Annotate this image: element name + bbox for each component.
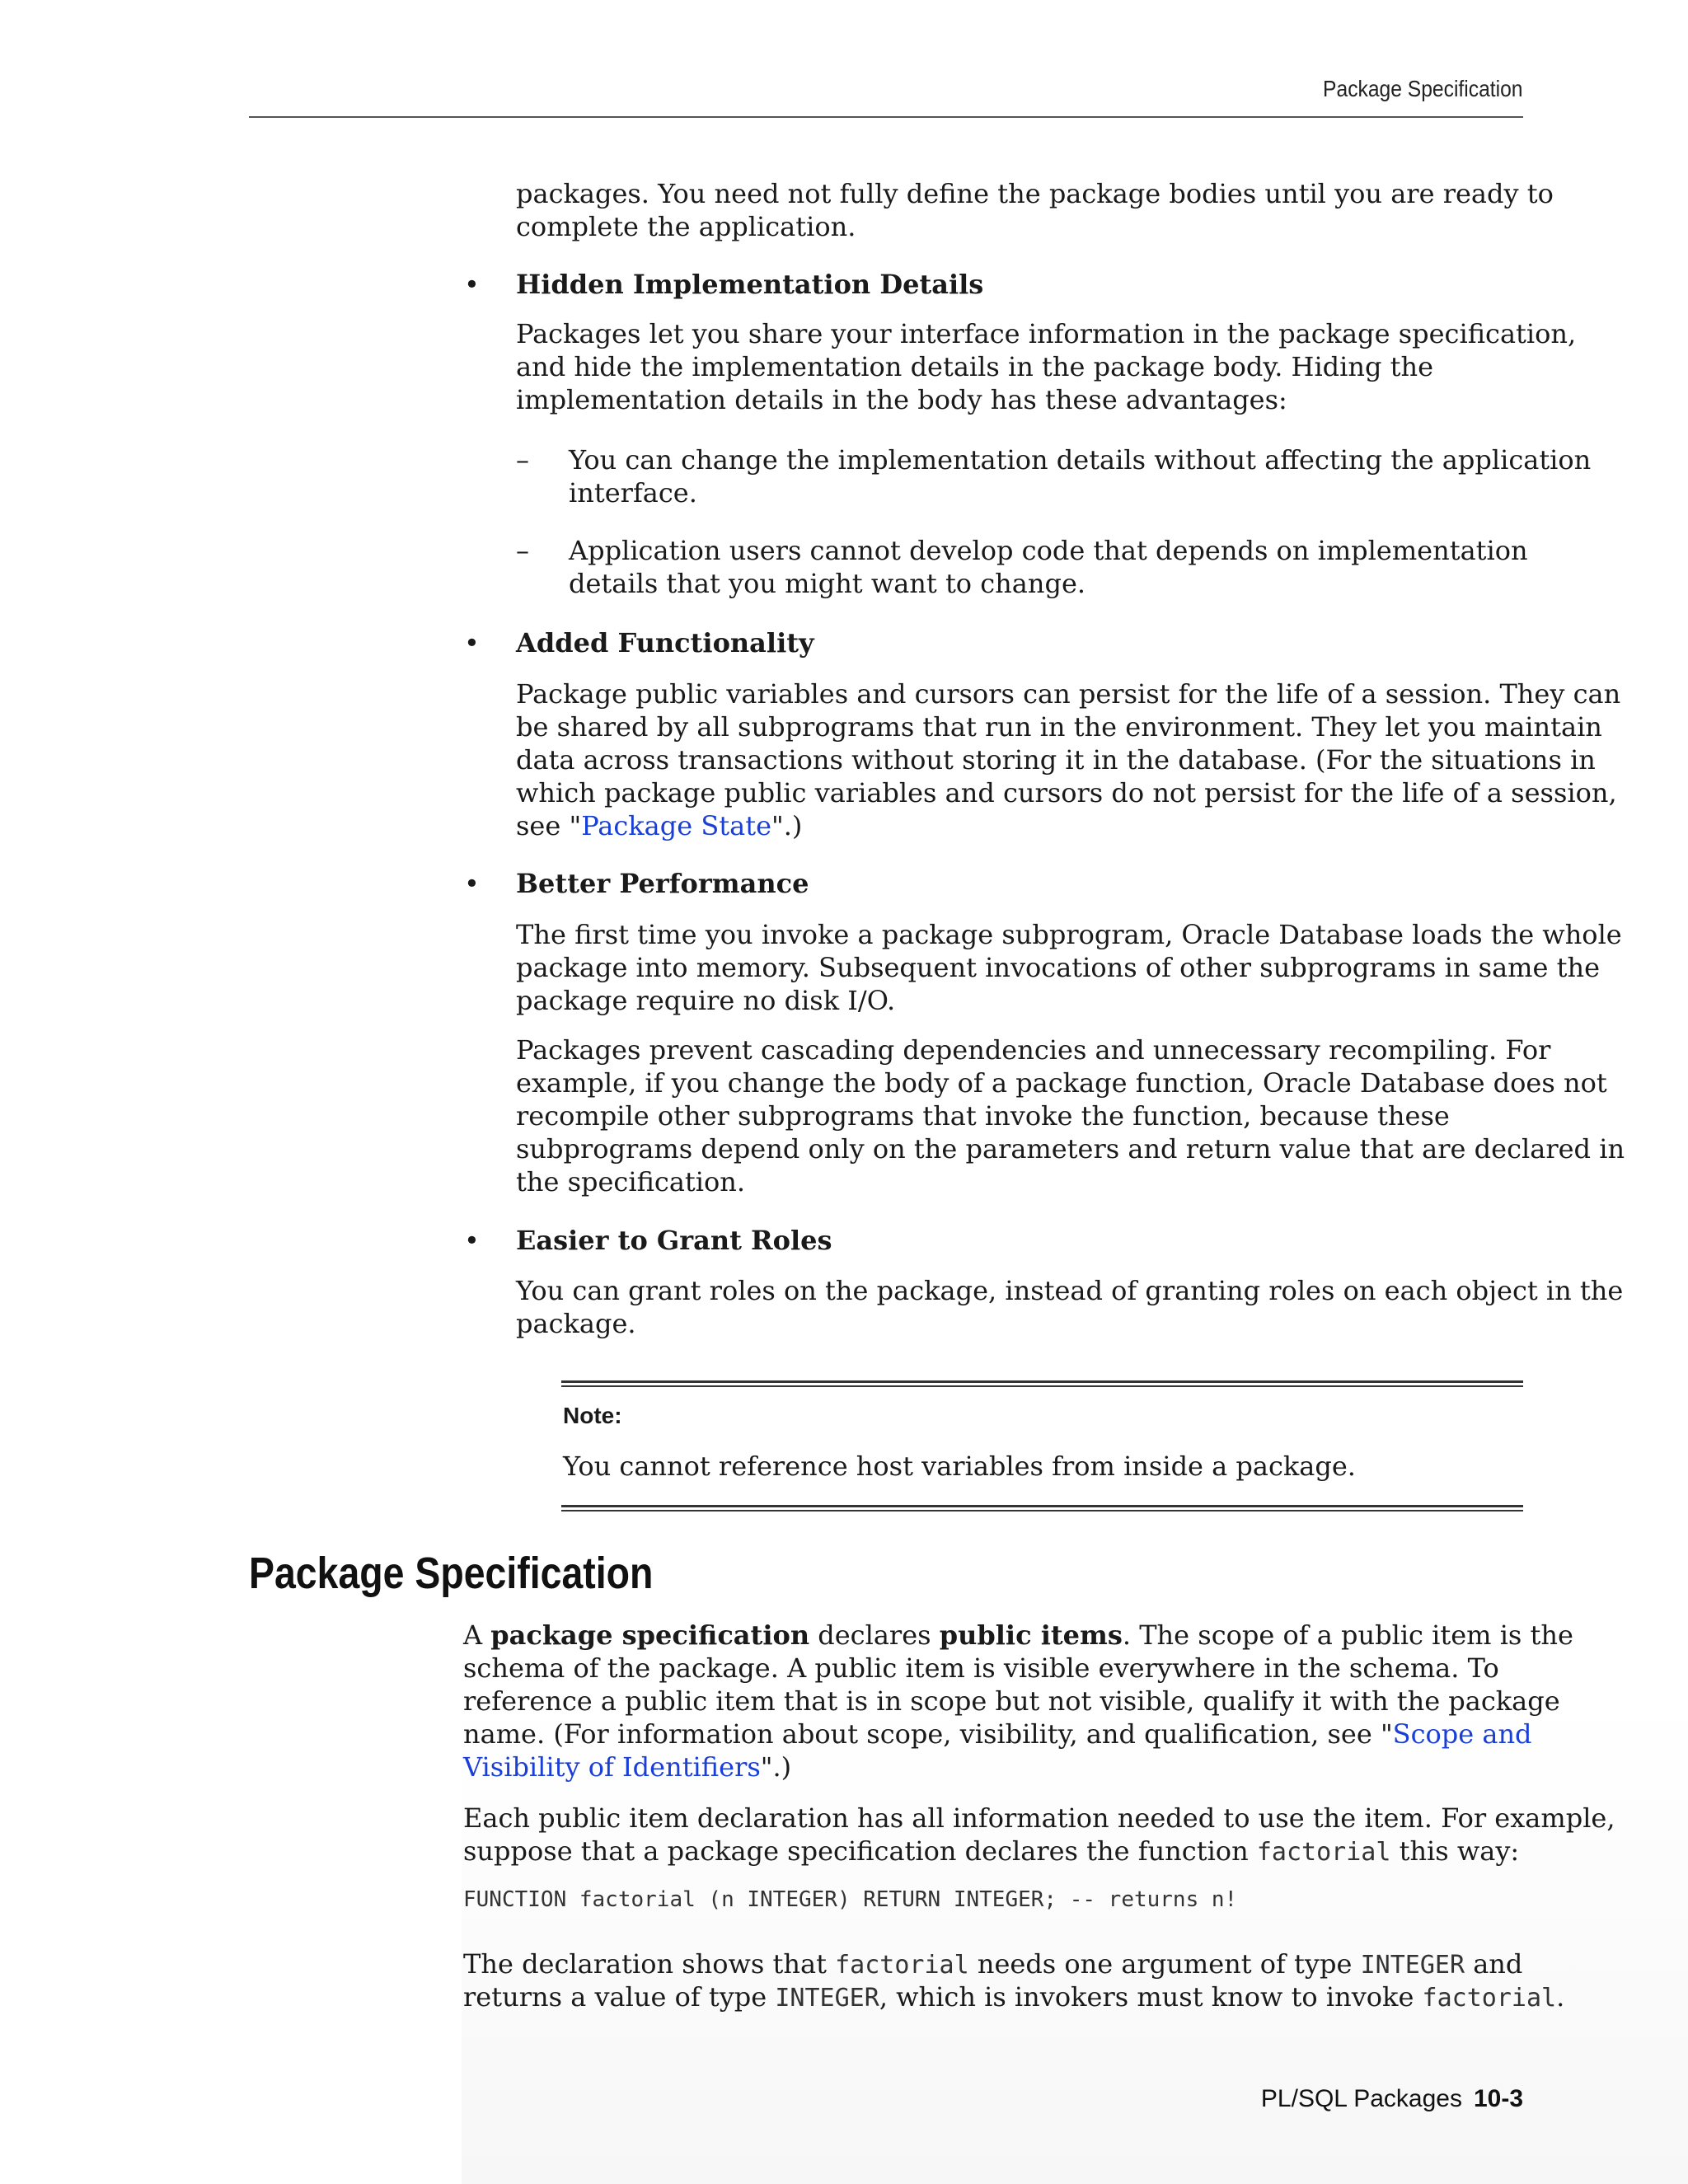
link-scope-visibility[interactable]: Scope and bbox=[1392, 1718, 1532, 1750]
paragraph-line: reference a public item that is in scope but not visible, qualify it with the package bbox=[463, 1685, 1560, 1717]
note-top-rule-inner bbox=[561, 1385, 1523, 1387]
note-top-rule bbox=[561, 1380, 1523, 1383]
paragraph-line: package require no disk I/O. bbox=[516, 985, 896, 1016]
paragraph-line: package into memory. Subsequent invocations of other subprograms in same the bbox=[516, 952, 1600, 983]
bullet-dot: • bbox=[464, 627, 480, 658]
paragraph-line: and hide the implementation details in the package body. Hiding the bbox=[516, 351, 1434, 382]
bullet-dot: • bbox=[464, 1225, 480, 1256]
section-title: Package Specification bbox=[249, 1549, 654, 1598]
note-text: You cannot reference host variables from inside a package. bbox=[563, 1451, 1356, 1482]
bullet-dot: • bbox=[464, 269, 480, 300]
header-rule bbox=[249, 116, 1523, 118]
paragraph-line: The first time you invoke a package subprogram, Oracle Database loads the whole bbox=[516, 919, 1622, 950]
intro-line-1: packages. You need not fully define the package bodies until you are ready to bbox=[516, 178, 1554, 209]
subitem-line: Application users cannot develop code that depends on implementation bbox=[569, 535, 1528, 566]
paragraph-line: suppose that a package specification declares the function factorial this way: bbox=[463, 1835, 1520, 1867]
paragraph-line: implementation details in the body has these advantages: bbox=[516, 384, 1287, 415]
page-footer bbox=[1261, 2085, 1523, 2113]
link-package-state[interactable]: Package State bbox=[581, 810, 771, 841]
paragraph-line: The declaration shows that factorial needs one argument of type INTEGER and bbox=[463, 1948, 1523, 1980]
paragraph-line: returns a value of type INTEGER, which is invokers must know to invoke factorial. bbox=[463, 1981, 1565, 2013]
paragraph-line: see "Package State".) bbox=[516, 810, 803, 841]
bullet-dot: • bbox=[464, 868, 480, 899]
paragraph-line: data across transactions without storing it in the database. (For the situations in bbox=[516, 744, 1596, 776]
paragraph-line: Packages let you share your interface information in the package specification, bbox=[516, 318, 1577, 349]
subitem-line: interface. bbox=[569, 477, 697, 509]
link-scope-visibility-cont[interactable]: Visibility of Identifiers bbox=[463, 1751, 761, 1783]
paragraph-line: the specification. bbox=[516, 1166, 746, 1197]
bullet-title-better-performance: Better Performance bbox=[516, 868, 809, 899]
note-label: Note: bbox=[563, 1403, 622, 1428]
paragraph-line: package. bbox=[516, 1308, 636, 1339]
intro-line-2: complete the application. bbox=[516, 211, 856, 242]
paragraph-line: You can grant roles on the package, instead of granting roles on each object in the bbox=[516, 1275, 1624, 1306]
paragraph-line: Package public variables and cursors can persist for the life of a session. They can bbox=[516, 678, 1621, 710]
paragraph-line: A package specification declares public items. The scope of a public item is the bbox=[463, 1619, 1573, 1651]
paragraph-line: name. (For information about scope, visibility, and qualification, see "Scope and bbox=[463, 1718, 1532, 1750]
paragraph-line: which package public variables and cursors do not persist for the life of a session, bbox=[516, 777, 1617, 808]
paragraph-line: be shared by all subprograms that run in the environment. They let you maintain bbox=[516, 711, 1602, 743]
footer-title: PL/SQL Packages bbox=[1260, 2085, 1462, 2112]
note-bottom-rule bbox=[561, 1505, 1523, 1507]
code-example: FUNCTION factorial (n INTEGER) RETURN INTEGER; -- returns n! bbox=[463, 1887, 1238, 1912]
paragraph-line: schema of the package. A public item is visible everywhere in the schema. To bbox=[463, 1652, 1499, 1684]
paragraph-line: recompile other subprograms that invoke the function, because these bbox=[516, 1100, 1450, 1132]
page-number: 10-3 bbox=[1473, 2085, 1523, 2112]
note-bottom-rule-inner bbox=[561, 1510, 1523, 1511]
bullet-title-easier-grant-roles: Easier to Grant Roles bbox=[516, 1225, 832, 1256]
paragraph-line: Each public item declaration has all information needed to use the item. For example, bbox=[463, 1802, 1615, 1834]
dash-marker: – bbox=[516, 444, 529, 476]
dash-marker: – bbox=[516, 535, 529, 566]
running-head: Package Specification bbox=[1323, 76, 1523, 101]
paragraph-line: Packages prevent cascading dependencies and unnecessary recompiling. For bbox=[516, 1034, 1551, 1066]
bullet-title-hidden-implementation: Hidden Implementation Details bbox=[516, 269, 984, 300]
paragraph-line: example, if you change the body of a package function, Oracle Database does not bbox=[516, 1067, 1607, 1099]
paragraph-line: subprograms depend only on the parameters and return value that are declared in bbox=[516, 1133, 1625, 1165]
paragraph-line: Visibility of Identifiers".) bbox=[463, 1751, 792, 1783]
subitem-line: You can change the implementation details without affecting the application bbox=[569, 444, 1592, 476]
subitem-line: details that you might want to change. bbox=[569, 568, 1086, 599]
bullet-title-added-functionality: Added Functionality bbox=[516, 627, 814, 658]
